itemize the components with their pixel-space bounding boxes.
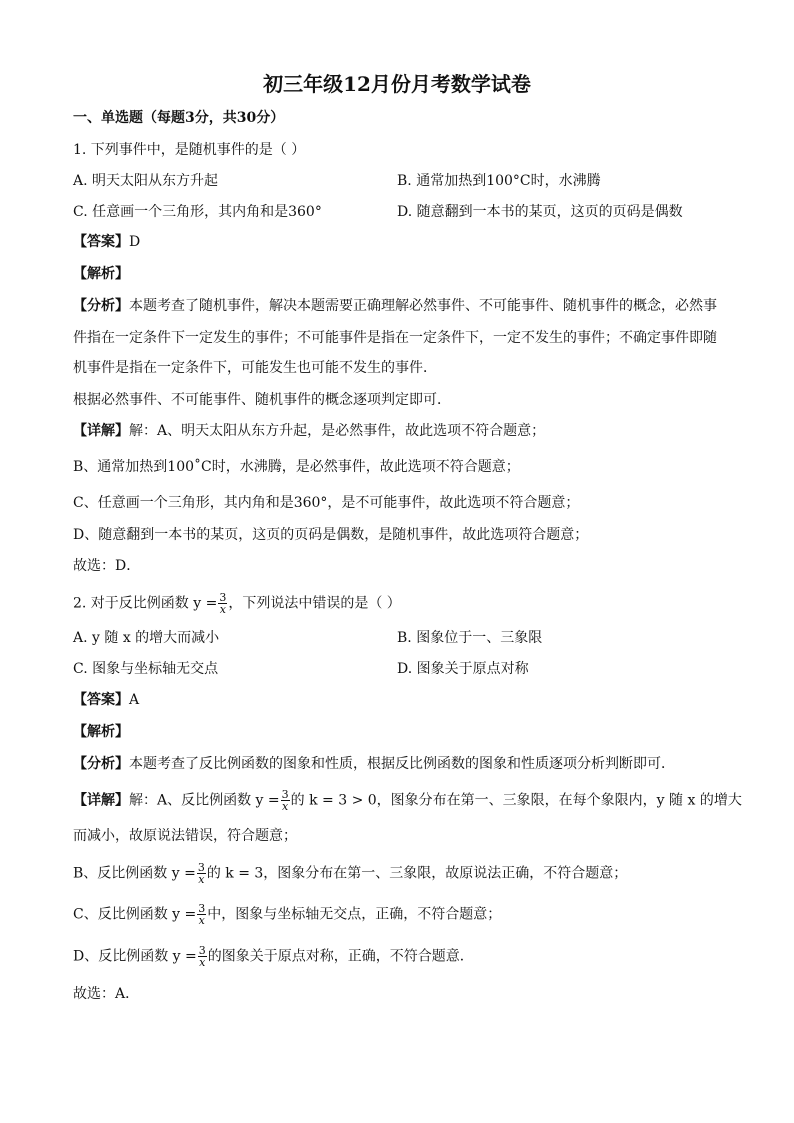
xiangjie-label: 【详解】 — [73, 792, 129, 809]
q1-detail-d: D、随意翻到一本书的某页，这页的页码是偶数，是随机事件，故此选项符合题意； — [73, 527, 589, 543]
q2-fenxi-line-1 — [73, 754, 675, 774]
answer-value: D — [129, 234, 141, 250]
fraction-den: x — [219, 603, 226, 616]
fraction-den: x — [198, 914, 205, 927]
detail-post: 的 k = 3 > 0，图象分布在第一、三象限，在每个象限内，y 随 x 的增大 — [290, 792, 742, 809]
q1-choose: 故选：D． — [73, 558, 141, 574]
page-title: 初三年级12月份月考数学试卷 — [263, 72, 531, 96]
q1-option-c: C. 任意画一个三角形，其内角和是360° — [73, 204, 322, 220]
q2-detail-c — [73, 903, 501, 926]
detail-post: 的 k = 3，图象分布在第一、三象限，故原说法正确，不符合题意； — [206, 865, 628, 882]
q2-option-b: B. 图象位于一、三象限 — [397, 630, 543, 646]
fraction-den: x — [198, 873, 205, 886]
fraction-3-over-x — [197, 903, 206, 926]
q2-answer — [73, 690, 139, 710]
fenxi-label: 【分析】 — [73, 298, 129, 314]
q1-fenxi-line-3: 机事件是指在一定条件下，可能发生也可能不发生的事件． — [73, 360, 437, 376]
q2-detail-d — [73, 945, 474, 968]
q2-option-d: D. 图象关于原点对称 — [397, 661, 529, 677]
q2-stem-post: ，下列说法中错误的是（ ） — [228, 595, 401, 612]
q2-option-a: A. y 随 x 的增大而减小 — [73, 630, 220, 646]
q2-stem — [73, 592, 401, 615]
fraction-3-over-x — [218, 592, 227, 615]
xiangjie-label: 【详解】 — [73, 423, 129, 439]
q1-detail-a — [73, 421, 545, 441]
fraction-3-over-x — [281, 789, 290, 812]
q1-fenxi-line-4: 根据必然事件、不可能事件、随机事件的概念逐项判定即可． — [73, 392, 451, 408]
q2-option-c: C. 图象与坐标轴无交点 — [73, 661, 219, 677]
detail-pre: 解：A、反比例函数 y = — [129, 792, 280, 809]
answer-value: A — [129, 692, 140, 708]
answer-label: 【答案】 — [73, 692, 129, 708]
q1-option-a: A. 明天太阳从东方升起 — [73, 173, 219, 189]
detail-pre: D、反比例函数 y = — [73, 948, 197, 965]
q1-option-b: B. 通常加热到100°C时，水沸腾 — [397, 173, 601, 189]
q1-analysis-label: 【解析】 — [73, 266, 129, 282]
q1-fenxi-line-2: 件指在一定条件下一定发生的事件；不可能事件是指在一定条件下，一定不发生的事件；不确定事件即随 — [73, 330, 717, 346]
q2-stem-pre: 2. 对于反比例函数 y = — [73, 595, 218, 612]
fenxi-text: 本题考查了随机事件，解决本题需要正确理解必然事件、不可能事件、随机事件的概念，必然事 — [129, 298, 717, 314]
q2-analysis-label: 【解析】 — [73, 724, 129, 740]
fraction-den: x — [199, 956, 206, 969]
fraction-3-over-x — [198, 945, 207, 968]
detail-post: 的图象关于原点对称，正确，不符合题意． — [207, 948, 474, 965]
detail-post: 中，图象与坐标轴无交点，正确，不符合题意； — [207, 906, 502, 923]
fraction-num: 3 — [198, 902, 206, 915]
q1-option-d: D. 随意翻到一本书的某页，这页的页码是偶数 — [397, 204, 683, 220]
fraction-num: 3 — [198, 944, 206, 957]
q1-detail-b: B、通常加热到100˚C时，水沸腾，是必然事件，故此选项不符合题意； — [73, 459, 520, 475]
q2-detail-b — [73, 862, 627, 885]
q1-fenxi-line-1 — [73, 296, 717, 316]
fraction-num: 3 — [281, 788, 289, 801]
q2-detail-a — [73, 789, 742, 812]
answer-label: 【答案】 — [73, 234, 129, 250]
q1-detail-c: C、任意画一个三角形，其内角和是360°，是不可能事件，故此选项不符合题意； — [73, 495, 580, 511]
detail-text: 解：A、明天太阳从东方升起，是必然事件，故此选项不符合题意； — [129, 423, 546, 439]
fenxi-label: 【分析】 — [73, 756, 129, 772]
detail-pre: B、反比例函数 y = — [73, 865, 196, 882]
fenxi-text: 本题考查了反比例函数的图象和性质，根据反比例函数的图象和性质逐项分析判断即可． — [129, 756, 675, 772]
detail-pre: C、反比例函数 y = — [73, 906, 197, 923]
fraction-3-over-x — [197, 862, 206, 885]
q2-choose: 故选：A． — [73, 986, 140, 1002]
fraction-num: 3 — [197, 861, 205, 874]
fraction-den: x — [282, 800, 289, 813]
section-heading: 一、单选题（每题3分，共30分） — [73, 110, 285, 126]
q2-detail-a-line-2: 而减小，故原说法错误，符合题意； — [73, 828, 297, 844]
q1-stem: 1. 下列事件中，是随机事件的是（ ） — [73, 142, 306, 158]
fraction-num: 3 — [219, 591, 227, 604]
q1-answer — [73, 232, 140, 252]
